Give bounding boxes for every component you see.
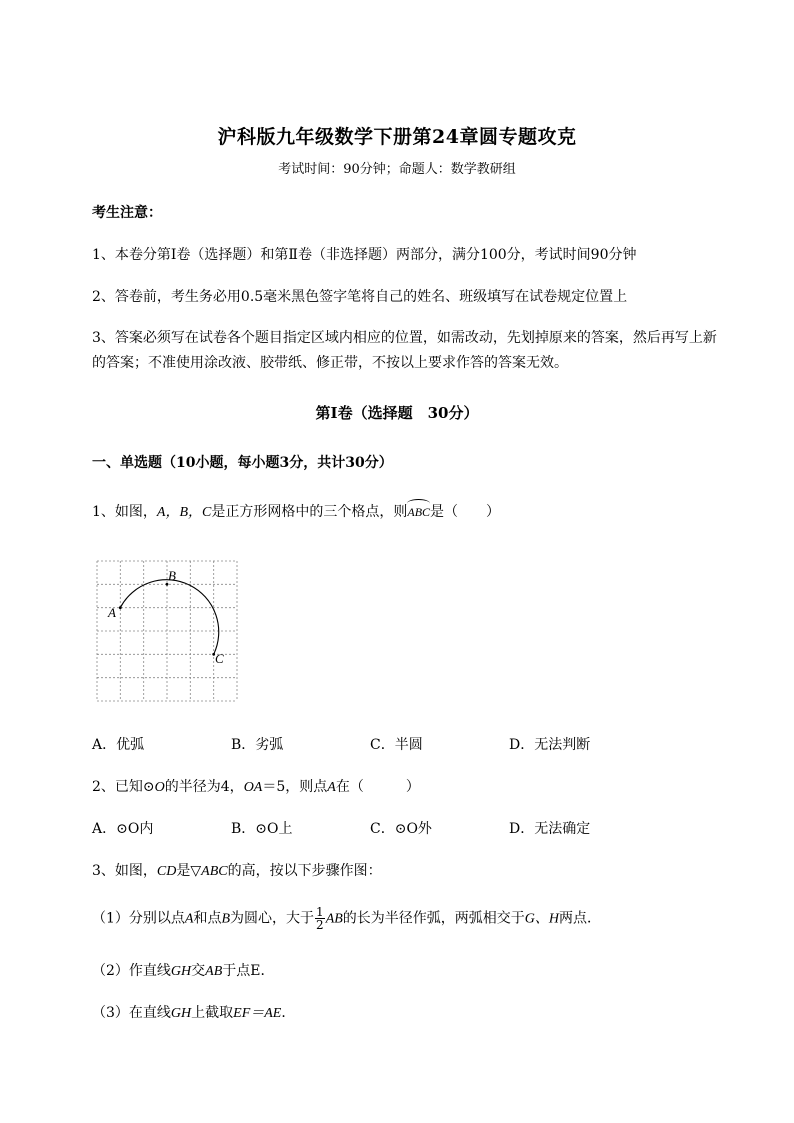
grid-figure [96,560,240,702]
question-3: 3、如图，CD是▽ABC的高，按以下步骤作图： [92,863,382,879]
q2-option-d[interactable]: D．无法确定 [509,821,591,837]
q1-option-d[interactable]: D．无法判断 [509,737,591,753]
note-item: 1、本卷分第I卷（选择题）和第Ⅱ卷（非选择题）两部分，满分100分，考试时间90分钟 [92,247,637,263]
label-b: B [168,568,176,583]
arc-mark [407,499,430,508]
step-2: （2）作直线GH交AB于点E． [92,963,275,979]
note-item: 的答案；不准使用涂改液、胶带纸、修正带，不按以上要求作答的答案无效。 [92,355,568,371]
fraction-half: $\frac{1}{2}$ [316,905,324,932]
q1-option-a[interactable]: A．优弧 [92,737,145,753]
note-item: 2、答卷前，考生务必用0.5毫米黑色签字笔将自己的姓名、班级填写在试卷规定位置上 [92,289,628,305]
q2-option-a[interactable]: A．⊙O内 [92,821,154,837]
q1-option-c[interactable]: C．半圆 [370,737,423,753]
notes-heading: 考生注意： [92,205,162,221]
question-2: 2、已知⊙O的半径为4，OA＝5，则点A在（ ） [92,779,420,795]
q1-option-b[interactable]: B．劣弧 [231,737,284,753]
step-1: （1）分别以点A和点B为圆心，大于 $\frac{1}{2}$ AB的长为半径作弧，两弧相交于G、H两点． [92,905,602,932]
page-title: 沪科版九年级数学下册第24章圆专题攻克 [217,126,577,148]
step-3: （3）在直线GH上截取EF＝AE． [92,1005,296,1021]
arc-abc: ABC [407,505,430,520]
q2-option-c[interactable]: C．⊙O外 [370,821,432,837]
section-title: 第I卷（选择题 30分） [315,404,479,422]
exam-info: 考试时间：90分钟；命题人：数学教研组 [278,162,516,177]
arc-curve [120,580,218,655]
label-a: A [108,605,116,620]
part-heading: 一、单选题（10小题，每小题3分，共计30分） [92,455,393,471]
label-c: C [215,651,224,666]
note-item: 3、答案必须写在试卷各个题目指定区域内相应的位置，如需改动，先划掉原来的答案，然后再写上新 [92,330,717,346]
question-1: 1、如图，A，B，C是正方形网格中的三个格点，则 ABC是（ ） [92,501,500,521]
q2-option-b[interactable]: B．⊙O上 [231,821,293,837]
